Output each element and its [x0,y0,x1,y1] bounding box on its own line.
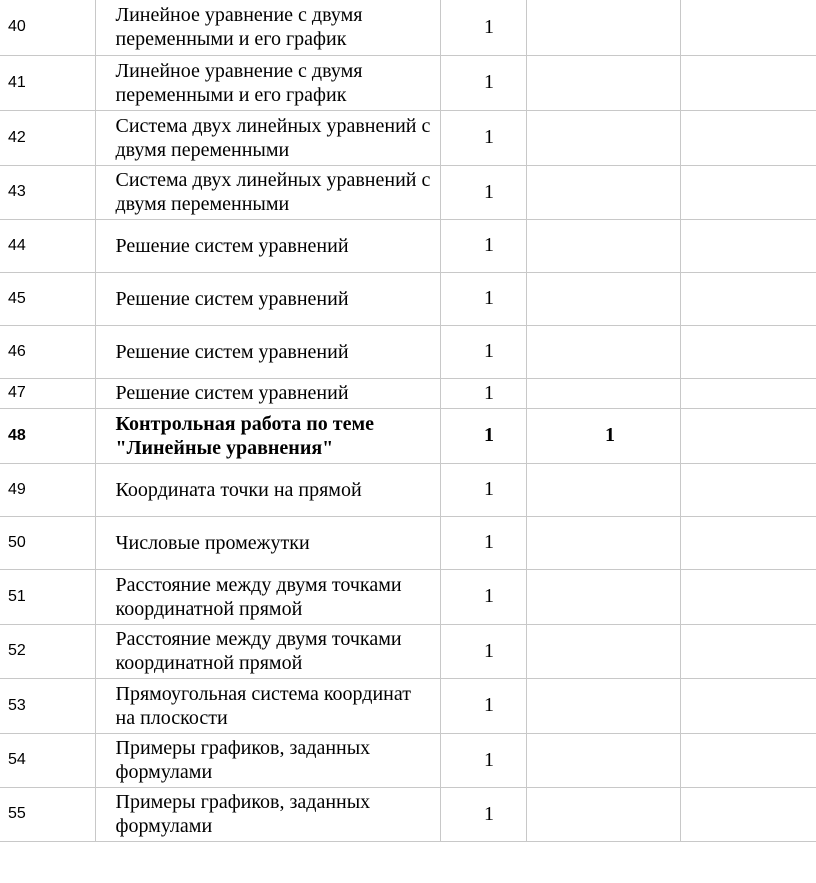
lesson-hours-cell: 1 [440,516,526,569]
control-work-cell [526,165,680,219]
lesson-number-cell: 40 [0,0,95,55]
date-cell [680,569,816,624]
lesson-hours-cell: 1 [440,325,526,378]
control-work-cell [526,516,680,569]
control-work-cell [526,325,680,378]
control-work-cell: 1 [526,408,680,463]
lesson-number-cell: 47 [0,378,95,408]
lesson-hours-cell: 1 [440,678,526,733]
lesson-number-cell: 46 [0,325,95,378]
table-row [0,325,816,378]
lesson-number-cell: 50 [0,516,95,569]
control-work-cell [526,624,680,678]
lesson-topic-cell: Система двух линейных уравнений с двумя переменными [95,110,440,165]
control-work-cell [526,787,680,841]
lesson-number-cell: 52 [0,624,95,678]
lesson-number-cell: 49 [0,463,95,516]
lesson-topic-cell: Числовые промежутки [95,516,440,569]
lesson-number-cell: 43 [0,165,95,219]
table-row [0,624,816,678]
lesson-topic-cell: Решение систем уравнений [95,325,440,378]
lesson-topic-cell: Прямоугольная система координат на плоскости [95,678,440,733]
control-work-cell [526,219,680,272]
lesson-topic-cell: Решение систем уравнений [95,219,440,272]
lesson-topic-cell: Расстояние между двумя точками координатной прямой [95,624,440,678]
table-row [0,463,816,516]
table-row [0,678,816,733]
date-cell [680,0,816,55]
lesson-number-cell: 45 [0,272,95,325]
date-cell [680,272,816,325]
lesson-number-cell: 51 [0,569,95,624]
lesson-number-cell: 44 [0,219,95,272]
control-work-cell [526,0,680,55]
lesson-hours-cell: 1 [440,272,526,325]
control-work-cell [526,272,680,325]
date-cell [680,733,816,787]
lesson-number-cell: 42 [0,110,95,165]
lesson-hours-cell: 1 [440,463,526,516]
lesson-topic-cell: Примеры графиков, заданных формулами [95,733,440,787]
lesson-hours-cell: 1 [440,378,526,408]
table-row [0,408,816,463]
date-cell [680,325,816,378]
date-cell [680,219,816,272]
date-cell [680,378,816,408]
lesson-topic-cell: Система двух линейных уравнений с двумя переменными [95,165,440,219]
control-work-cell [526,110,680,165]
lesson-hours-cell: 1 [440,165,526,219]
lesson-topic-cell: Контрольная работа по теме "Линейные уравнения" [95,408,440,463]
date-cell [680,678,816,733]
table-row [0,569,816,624]
lesson-hours-cell: 1 [440,569,526,624]
table-row [0,219,816,272]
lesson-number-cell: 41 [0,55,95,110]
table-row [0,272,816,325]
lesson-number-cell: 55 [0,787,95,841]
date-cell [680,408,816,463]
lesson-hours-cell: 1 [440,408,526,463]
lesson-topic-cell: Расстояние между двумя точками координатной прямой [95,569,440,624]
control-work-cell [526,463,680,516]
control-work-cell [526,678,680,733]
lesson-number-cell: 48 [0,408,95,463]
control-work-cell [526,733,680,787]
control-work-cell [526,378,680,408]
table-row [0,787,816,841]
table-row [0,733,816,787]
date-cell [680,787,816,841]
date-cell [680,110,816,165]
control-work-cell [526,55,680,110]
lesson-hours-cell: 1 [440,219,526,272]
table-row [0,378,816,408]
lesson-topic-cell: Линейное уравнение с двумя переменными и его график [95,0,440,55]
lesson-number-cell: 54 [0,733,95,787]
date-cell [680,463,816,516]
date-cell [680,624,816,678]
table-row [0,516,816,569]
lesson-hours-cell: 1 [440,0,526,55]
lesson-hours-cell: 1 [440,624,526,678]
lesson-topic-cell: Координата точки на прямой [95,463,440,516]
lesson-topic-cell: Решение систем уравнений [95,378,440,408]
date-cell [680,55,816,110]
lesson-hours-cell: 1 [440,787,526,841]
lesson-hours-cell: 1 [440,110,526,165]
table-row [0,110,816,165]
table-row [0,165,816,219]
lesson-number-cell: 53 [0,678,95,733]
table-row [0,0,816,55]
table-row [0,55,816,110]
lesson-topic-cell: Решение систем уравнений [95,272,440,325]
lesson-topic-cell: Примеры графиков, заданных формулами [95,787,440,841]
date-cell [680,165,816,219]
date-cell [680,516,816,569]
lesson-topic-cell: Линейное уравнение с двумя переменными и его график [95,55,440,110]
control-work-cell [526,569,680,624]
lesson-hours-cell: 1 [440,733,526,787]
lesson-hours-cell: 1 [440,55,526,110]
